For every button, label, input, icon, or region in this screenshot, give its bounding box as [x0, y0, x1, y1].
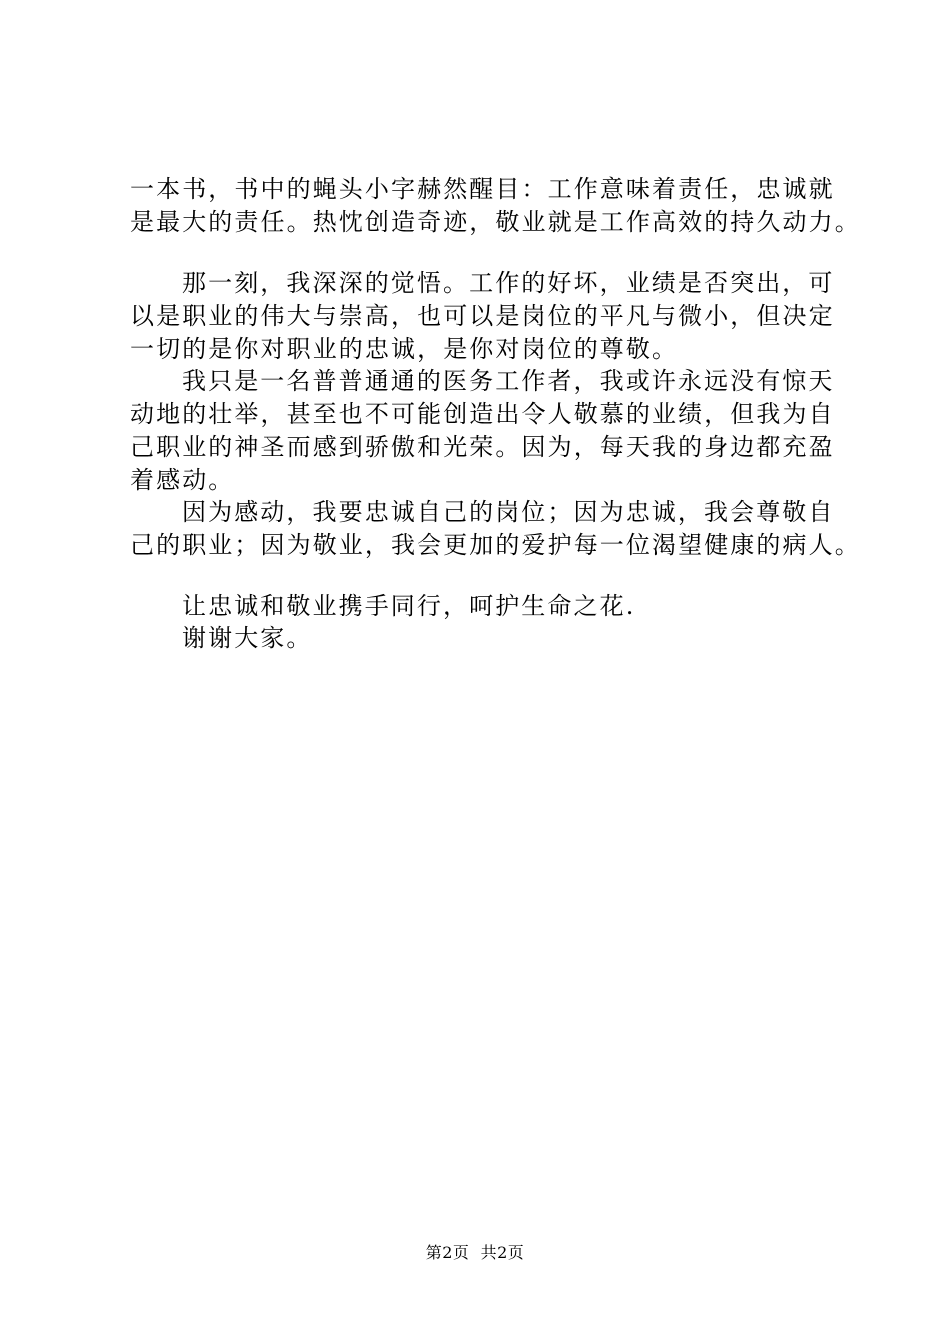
- text-line: 动地的壮举，甚至也不可能创造出令人敬慕的业绩，但我为自: [130, 400, 835, 428]
- text-line: 让忠诚和敬业携手同行，呵护生命之花.: [182, 592, 636, 620]
- text-line: 那一刻，我深深的觉悟。工作的好坏，业绩是否突出，可: [182, 269, 835, 297]
- text-line: 是最大的责任。热忱创造奇迹，敬业就是工作高效的持久动力。: [130, 208, 861, 236]
- text-line: 一本书，书中的蝇头小字赫然醒目：工作意味着责任，忠诚就: [130, 175, 835, 203]
- text-line: 着感动。: [130, 466, 235, 494]
- text-line: 一切的是你对职业的忠诚，是你对岗位的尊敬。: [130, 335, 679, 363]
- text-line: 以是职业的伟大与崇高，也可以是岗位的平凡与微小，但决定: [130, 302, 835, 330]
- page-number-footer: 第2页 共2页: [425, 1243, 525, 1262]
- text-line: 己的职业；因为敬业，我会更加的爱护每一位渴望健康的病人。: [130, 531, 861, 559]
- text-line: 谢谢大家。: [182, 624, 313, 652]
- text-line: 因为感动，我要忠诚自己的岗位；因为忠诚，我会尊敬自: [182, 498, 835, 526]
- text-line: 己职业的神圣而感到骄傲和光荣。因为，每天我的身边都充盈: [130, 433, 835, 461]
- text-line: 我只是一名普普通通的医务工作者，我或许永远没有惊天: [182, 367, 835, 395]
